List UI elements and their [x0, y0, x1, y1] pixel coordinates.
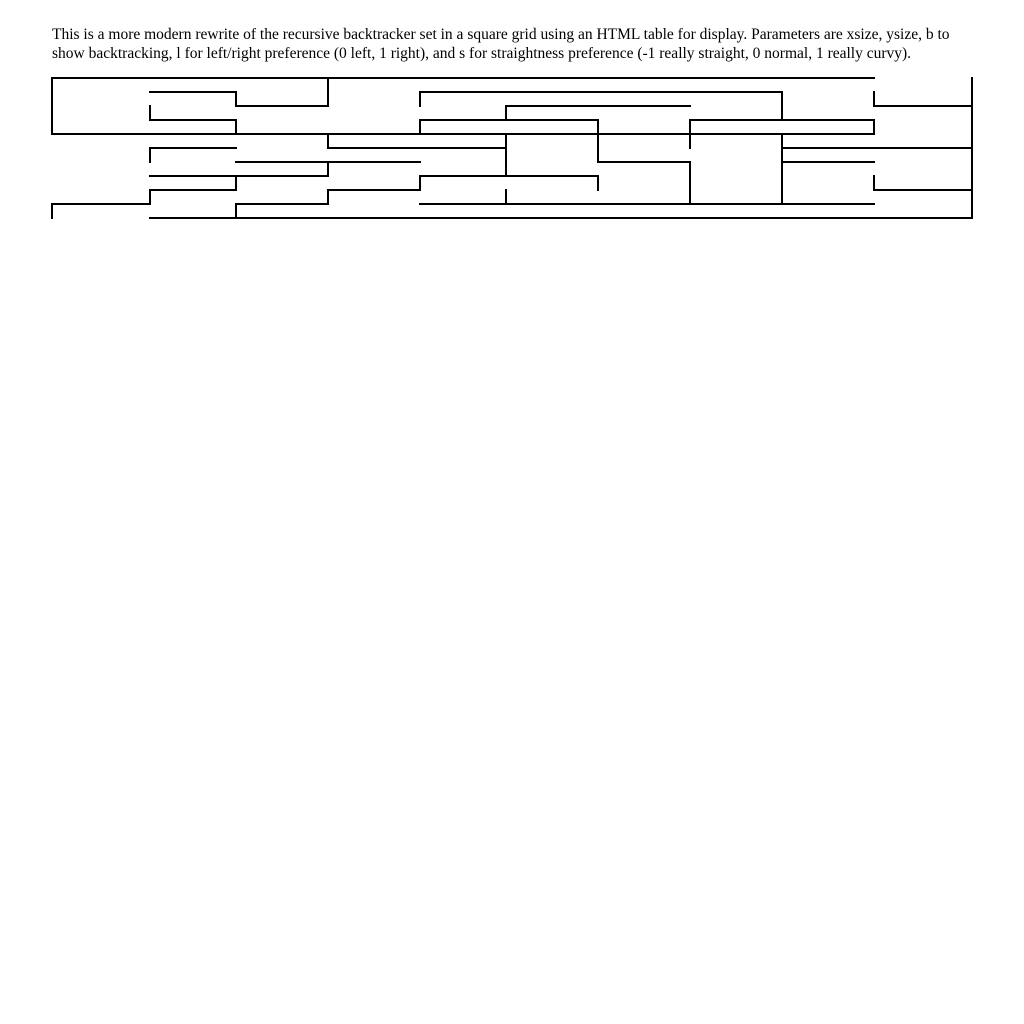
maze-walls	[52, 78, 972, 218]
intro-paragraph: This is a more modern rewrite of the recursive backtracker set in a square grid using an HTML table for display. Parameters are xsize, ysize, b to show backtracking, l for left/right preference (0 left, 1 right), and s for straightness preference (-1 really straight, 0 normal, 1 really curvy).	[52, 26, 950, 62]
